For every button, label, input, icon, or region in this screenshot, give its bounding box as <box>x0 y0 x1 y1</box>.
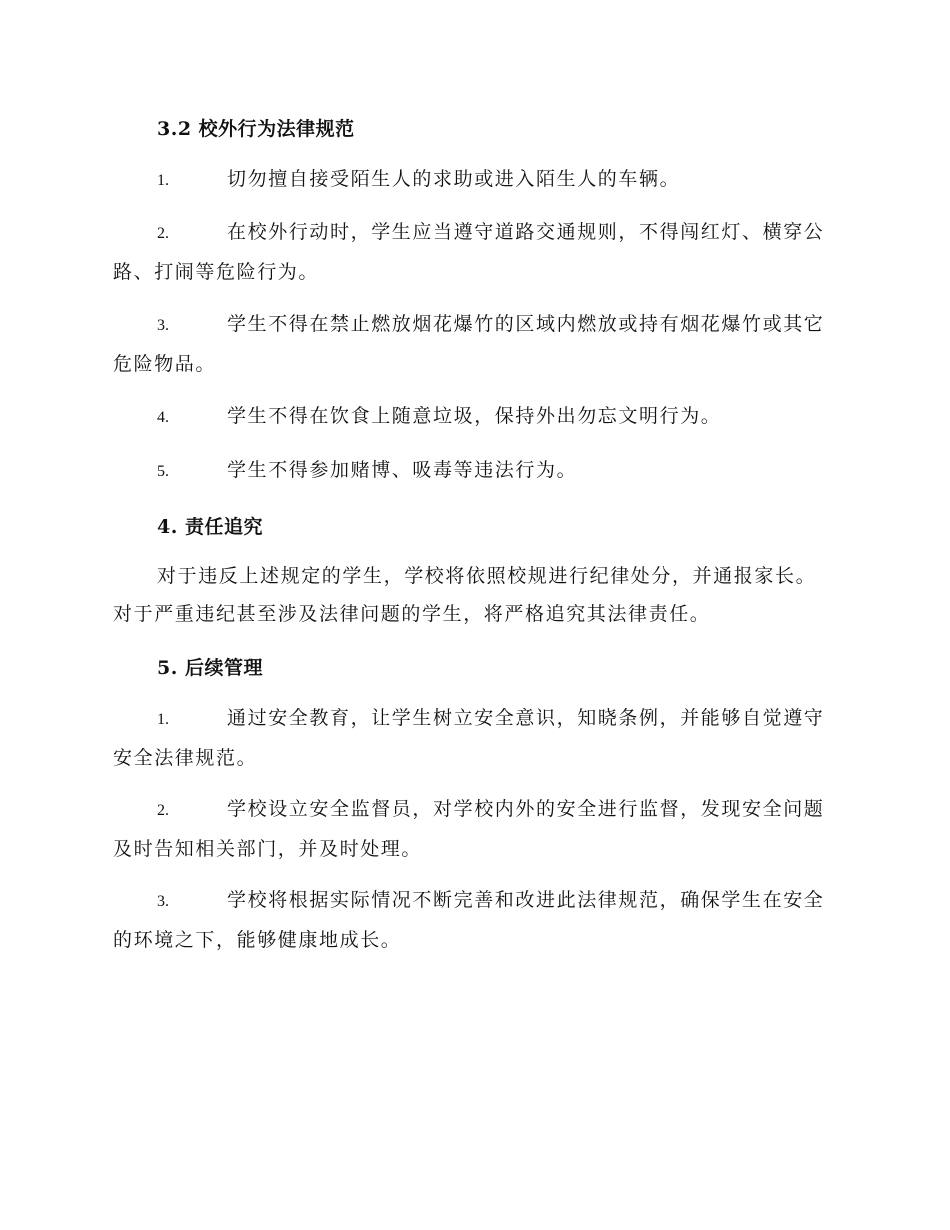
list-item <box>113 305 833 383</box>
section-4-heading: 4. 责任追究 <box>157 516 263 538</box>
list-item-text: 在校外行动时，学生应当遵守道路交通规则，不得闯红灯、横穿公路、打闹等危险行为。 <box>113 221 825 283</box>
list-item <box>113 213 833 291</box>
list-item-text: 学校设立安全监督员，对学校内外的安全进行监督，发现安全问题及时告知相关部门，并及时处理。 <box>113 798 825 860</box>
list-item-number: 3. <box>157 893 169 910</box>
section-4-paragraph: 对于违反上述规定的学生，学校将依照校规进行纪律处分，并通报家长。对于严重违纪甚至涉及法律问题的学生，将严格追究其法律责任。 <box>113 565 817 625</box>
list-item-number: 2. <box>157 225 169 242</box>
list-item-text: 切勿擅自接受陌生人的求助或进入陌生人的车辆。 <box>227 168 681 190</box>
list-item-number: 3. <box>157 317 169 334</box>
list-item <box>113 790 833 868</box>
section-3-2-heading: 3.2 校外行为法律规范 <box>157 118 355 140</box>
list-item-text: 学生不得在禁止燃放烟花爆竹的区域内燃放或持有烟花爆竹或其它危险物品。 <box>113 313 825 375</box>
list-item-text: 学生不得参加赌博、吸毒等违法行为。 <box>227 459 578 481</box>
list-item-text: 通过安全教育，让学生树立安全意识，知晓条例，并能够自觉遵守安全法律规范。 <box>113 707 825 769</box>
list-item-number: 5. <box>157 463 169 480</box>
list-item <box>113 699 833 777</box>
list-item <box>113 160 833 200</box>
list-item-number: 1. <box>157 172 169 189</box>
list-item <box>113 397 833 437</box>
list-item-number: 2. <box>157 802 169 819</box>
list-item-number: 1. <box>157 711 169 728</box>
section-5-heading: 5. 后续管理 <box>157 657 263 679</box>
list-item-text: 学生不得在饮食上随意垃圾，保持外出勿忘文明行为。 <box>227 405 722 427</box>
list-item <box>113 451 833 491</box>
list-item-number: 4. <box>157 409 169 426</box>
list-item-text: 学校将根据实际情况不断完善和改进此法律规范，确保学生在安全的环境之下，能够健康地成长。 <box>113 889 825 951</box>
list-item <box>113 881 833 959</box>
